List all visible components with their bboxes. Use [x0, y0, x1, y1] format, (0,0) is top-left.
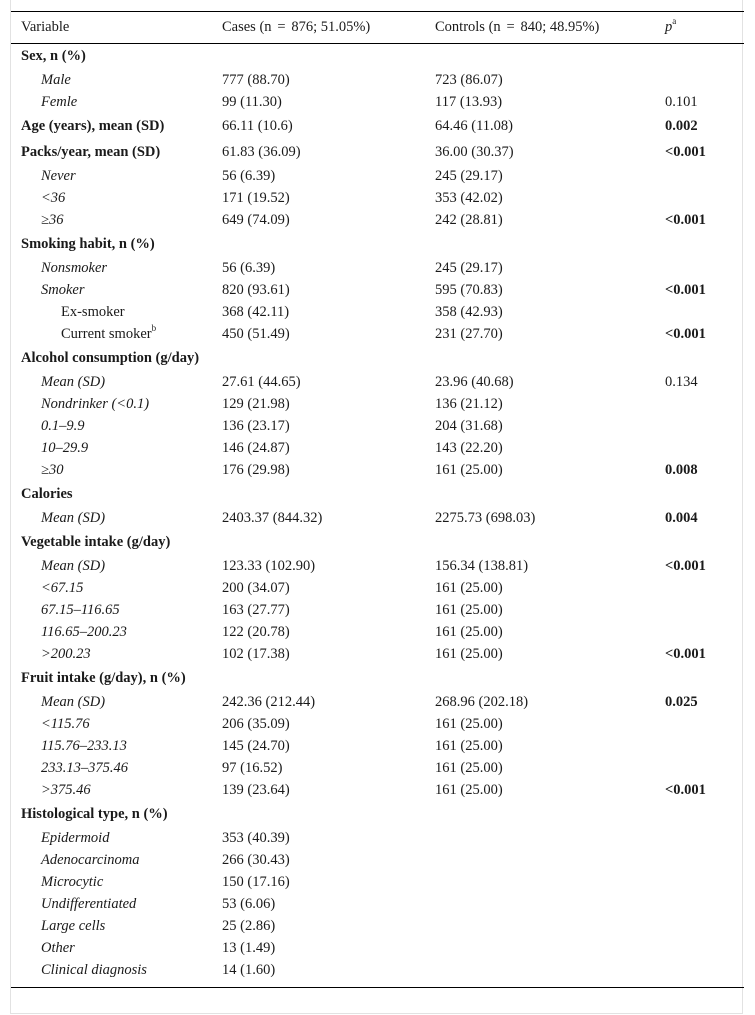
p-value [655, 938, 744, 960]
row-label [11, 802, 212, 828]
section-row [11, 802, 744, 828]
cases-value: 122 (20.78) [222, 624, 290, 640]
row-label [11, 666, 212, 692]
p-value: 0.002 [665, 118, 698, 134]
cases-value: 171 (19.52) [222, 190, 290, 206]
cases-value: 14 (1.60) [212, 960, 425, 988]
cases-value: 353 (40.39) [222, 830, 290, 846]
row-label-text: Sex, n (%) [21, 48, 86, 65]
row-label-text: Clinical diagnosis [41, 961, 147, 978]
p-value: <0.001 [665, 646, 706, 662]
row-label-text: Calories [21, 486, 73, 502]
controls-value: 595 (70.83) [435, 282, 503, 298]
row-label-text: Microcytic [41, 874, 104, 890]
controls-value: 161 (25.00) [435, 624, 503, 640]
cases-value: 25 (2.86) [222, 918, 276, 934]
controls-value: 2275.73 (698.03) [435, 510, 536, 526]
controls-value: 358 (42.93) [435, 304, 503, 320]
cases-value: 368 (42.11) [222, 304, 290, 320]
controls-value: 156.34 (138.81) [435, 558, 529, 574]
header-variable: Variable [11, 12, 212, 44]
row-label-text: <36 [41, 190, 66, 206]
header-p-letter: p [665, 19, 673, 35]
row-label [11, 508, 212, 530]
table-row [11, 916, 744, 938]
row-label-text: Nonsmoker [41, 260, 108, 276]
row-label [11, 460, 212, 482]
table-row [11, 460, 744, 482]
cases-value: 99 (11.30) [222, 94, 282, 110]
cases-value: 97 (16.52) [222, 760, 283, 776]
row-label [11, 780, 212, 802]
row-label-text: Adenocarcinoma [41, 852, 140, 868]
cases-value: 163 (27.77) [222, 602, 290, 618]
row-label-text: >375.46 [41, 782, 91, 798]
controls-value [425, 850, 655, 872]
table-row [11, 622, 744, 644]
row-label [11, 346, 212, 372]
row-label-text: Epidermoid [41, 830, 110, 846]
table-row [11, 758, 744, 780]
controls-value: 268.96 (202.18) [435, 694, 529, 710]
row-label [11, 258, 212, 280]
cases-value [212, 482, 425, 508]
cases-value: 200 (34.07) [222, 580, 290, 596]
controls-value: 245 (29.17) [435, 168, 503, 184]
cases-value: 777 (88.70) [222, 72, 290, 88]
section-row [11, 114, 744, 140]
row-label [11, 692, 212, 714]
controls-value [425, 916, 655, 938]
row-label [11, 92, 212, 114]
cases-value: 129 (21.98) [222, 396, 290, 412]
cases-value: 649 (74.09) [222, 212, 290, 228]
row-label [11, 438, 212, 460]
controls-value [425, 232, 655, 258]
row-label [11, 872, 212, 894]
cases-value: 820 (93.61) [222, 282, 290, 298]
cases-value [212, 802, 425, 828]
row-label [11, 600, 212, 622]
cases-value [212, 232, 425, 258]
cases-value: 27.61 (44.65) [222, 374, 301, 390]
controls-value [425, 894, 655, 916]
controls-value: 161 (25.00) [435, 716, 503, 732]
controls-value: 204 (31.68) [435, 418, 503, 434]
cases-value: 56 (6.39) [222, 168, 276, 184]
row-label [11, 850, 212, 872]
cases-value: 242.36 (212.44) [222, 694, 316, 710]
row-label-text: Nondrinker (<0.1) [41, 396, 150, 412]
row-label-text: 233.13–375.46 [41, 760, 128, 776]
p-value [655, 622, 744, 644]
p-value [655, 70, 744, 92]
cases-value [212, 530, 425, 556]
table-row [11, 600, 744, 622]
controls-value: 161 (25.00) [435, 760, 503, 776]
section-row [11, 346, 744, 372]
p-value [655, 166, 744, 188]
cases-value: 53 (6.06) [222, 896, 276, 912]
row-label [11, 556, 212, 578]
table-row [11, 416, 744, 438]
p-value: <0.001 [665, 282, 706, 298]
cases-value: 66.11 (10.6) [222, 118, 293, 134]
row-label [11, 232, 212, 258]
row-label-text: Male [41, 72, 71, 88]
controls-value: 245 (29.17) [435, 260, 503, 276]
p-value [655, 828, 744, 850]
controls-value: 231 (27.70) [435, 326, 503, 342]
header-p-value [655, 12, 744, 44]
table-header-row [11, 12, 744, 44]
controls-value: 723 (86.07) [435, 72, 503, 88]
controls-value [425, 938, 655, 960]
row-label [11, 44, 212, 70]
p-value [655, 600, 744, 622]
row-label-footnote: b [151, 323, 157, 334]
table-row [11, 70, 744, 92]
cases-value [212, 666, 425, 692]
p-value: <0.001 [665, 212, 706, 228]
controls-value: 136 (21.12) [435, 396, 503, 412]
row-label-text: Mean (SD) [41, 374, 106, 390]
row-label-text: >200.23 [41, 646, 91, 662]
controls-value [425, 828, 655, 850]
controls-value: 161 (25.00) [435, 602, 503, 618]
row-label-text: ≥36 [41, 212, 64, 228]
p-value [655, 666, 744, 692]
controls-value: 242 (28.81) [435, 212, 503, 228]
section-row [11, 44, 744, 70]
controls-value [425, 802, 655, 828]
table-row [11, 302, 744, 324]
table-row [11, 736, 744, 758]
row-label [11, 394, 212, 416]
controls-value [425, 530, 655, 556]
header-cases: Cases (n = 876; 51.05%) [212, 12, 425, 44]
controls-value: 23.96 (40.68) [435, 374, 514, 390]
table-row [11, 960, 744, 988]
cases-value: 150 (17.16) [222, 874, 290, 890]
row-label-text: Age (years), mean (SD) [21, 118, 165, 134]
cases-value: 145 (24.70) [222, 738, 290, 754]
p-value: 0.008 [665, 462, 698, 478]
p-value: <0.001 [665, 144, 706, 160]
row-label-text: 0.1–9.9 [41, 418, 85, 434]
table-row [11, 92, 744, 114]
controls-value [425, 44, 655, 70]
row-label [11, 578, 212, 600]
row-label-text: Alcohol consumption (g/day) [21, 350, 200, 366]
row-label [11, 114, 212, 140]
cases-value: 450 (51.49) [222, 326, 290, 342]
table-row [11, 780, 744, 802]
controls-value: 161 (25.00) [435, 738, 503, 754]
row-label-text: Current smoker [61, 326, 152, 342]
characteristics-table [11, 11, 744, 988]
table-row [11, 372, 744, 394]
row-label-text: Mean (SD) [41, 558, 106, 574]
controls-value [425, 960, 655, 988]
row-label [11, 916, 212, 938]
row-label-text: Mean (SD) [41, 510, 106, 526]
cases-value: 139 (23.64) [222, 782, 290, 798]
row-label-text: Packs/year, mean (SD) [21, 144, 161, 160]
p-value [655, 714, 744, 736]
controls-value [425, 482, 655, 508]
row-label-text: <67.15 [41, 580, 84, 596]
row-label [11, 960, 212, 988]
table-row [11, 508, 744, 530]
p-value [655, 850, 744, 872]
section-row [11, 530, 744, 556]
row-label-text: Undifferentiated [41, 896, 137, 912]
p-value [655, 894, 744, 916]
row-label [11, 938, 212, 960]
p-value [655, 960, 744, 988]
row-label-text: Large cells [41, 918, 106, 934]
row-label [11, 302, 212, 324]
cases-value: 136 (23.17) [222, 418, 290, 434]
p-value: <0.001 [665, 782, 706, 798]
p-value [655, 394, 744, 416]
cases-value: 206 (35.09) [222, 716, 290, 732]
p-value [655, 416, 744, 438]
p-value [655, 44, 744, 70]
row-label-text: Vegetable intake (g/day) [21, 534, 171, 550]
controls-value [425, 872, 655, 894]
p-value [655, 802, 744, 828]
table-row [11, 894, 744, 916]
p-value [655, 482, 744, 508]
table-row [11, 188, 744, 210]
row-label [11, 140, 212, 166]
p-value [655, 916, 744, 938]
controls-value: 143 (22.20) [435, 440, 503, 456]
row-label-text: Histological type, n (%) [21, 806, 168, 822]
p-value [655, 530, 744, 556]
cases-value: 56 (6.39) [222, 260, 276, 276]
p-value [655, 188, 744, 210]
section-row [11, 232, 744, 258]
row-label [11, 70, 212, 92]
section-row [11, 140, 744, 166]
row-label [11, 324, 212, 346]
table-row [11, 872, 744, 894]
controls-value: 161 (25.00) [435, 646, 503, 662]
cases-value: 61.83 (36.09) [222, 144, 301, 160]
p-value [655, 232, 744, 258]
row-label [11, 644, 212, 666]
table-row [11, 556, 744, 578]
table-row [11, 166, 744, 188]
table-row [11, 828, 744, 850]
p-value [655, 438, 744, 460]
table-row [11, 644, 744, 666]
row-label [11, 280, 212, 302]
controls-value [425, 346, 655, 372]
controls-value [425, 666, 655, 692]
row-label [11, 530, 212, 556]
controls-value: 161 (25.00) [435, 782, 503, 798]
cases-value: 266 (30.43) [222, 852, 290, 868]
controls-value: 353 (42.02) [435, 190, 503, 206]
controls-value: 161 (25.00) [435, 580, 503, 596]
row-label [11, 166, 212, 188]
table-row [11, 692, 744, 714]
cases-value: 123.33 (102.90) [222, 558, 316, 574]
row-label [11, 210, 212, 232]
p-value [655, 258, 744, 280]
p-value: 0.101 [665, 94, 698, 110]
row-label [11, 714, 212, 736]
row-label-text: Mean (SD) [41, 694, 106, 710]
cases-value [212, 44, 425, 70]
row-label [11, 482, 212, 508]
section-row [11, 482, 744, 508]
controls-value: 36.00 (30.37) [435, 144, 514, 160]
row-label [11, 622, 212, 644]
table-row [11, 258, 744, 280]
cases-value: 2403.37 (844.32) [222, 510, 323, 526]
p-value [655, 758, 744, 780]
row-label-text: Other [41, 940, 75, 956]
table-row [11, 938, 744, 960]
row-label [11, 736, 212, 758]
p-value [655, 872, 744, 894]
p-value [655, 346, 744, 372]
table-body [11, 44, 744, 988]
header-controls: Controls (n = 840; 48.95%) [425, 12, 655, 44]
row-label [11, 758, 212, 780]
row-label-text: 67.15–116.65 [41, 602, 120, 618]
p-value: 0.025 [665, 694, 698, 710]
p-value: 0.134 [665, 374, 698, 390]
row-label [11, 372, 212, 394]
row-label-text: Fruit intake (g/day), n (%) [21, 670, 186, 686]
p-value: <0.001 [665, 558, 706, 574]
row-label-text: Ex-smoker [61, 304, 125, 320]
row-label-text: ≥30 [41, 462, 64, 478]
table-row [11, 324, 744, 346]
p-value [655, 736, 744, 758]
row-label-text: <115.76 [41, 716, 90, 732]
table-row [11, 438, 744, 460]
controls-value: 161 (25.00) [435, 462, 503, 478]
cases-value: 13 (1.49) [222, 940, 276, 956]
cases-value [212, 346, 425, 372]
controls-value: 64.46 (11.08) [435, 118, 513, 134]
row-label [11, 828, 212, 850]
row-label [11, 188, 212, 210]
row-label-text: 116.65–200.23 [41, 624, 127, 640]
row-label-text: Smoking habit, n (%) [21, 236, 155, 252]
row-label [11, 416, 212, 438]
row-label-text: 10–29.9 [41, 440, 89, 456]
p-value [655, 302, 744, 324]
cases-value: 176 (29.98) [222, 462, 290, 478]
table-row [11, 280, 744, 302]
cases-value: 146 (24.87) [222, 440, 290, 456]
row-label-text: Never [41, 168, 76, 184]
row-label [11, 894, 212, 916]
table-row [11, 578, 744, 600]
row-label-text: Smoker [41, 282, 85, 298]
table-row [11, 850, 744, 872]
p-value: <0.001 [665, 326, 706, 342]
row-label-text: Femle [41, 94, 78, 110]
controls-value: 117 (13.93) [435, 94, 503, 110]
table-row [11, 210, 744, 232]
p-value: 0.004 [665, 510, 698, 526]
table-row [11, 714, 744, 736]
p-value [655, 578, 744, 600]
row-label-text: 115.76–233.13 [41, 738, 127, 754]
header-p-footnote: a [672, 16, 677, 27]
table-row [11, 394, 744, 416]
cases-value: 102 (17.38) [222, 646, 290, 662]
section-row [11, 666, 744, 692]
